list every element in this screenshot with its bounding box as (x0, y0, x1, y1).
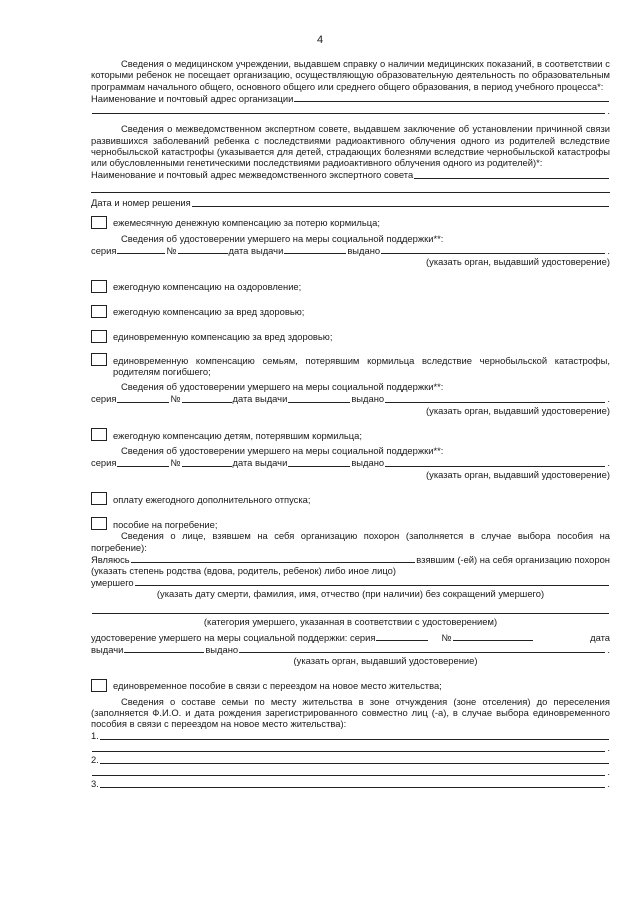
number-field-3[interactable] (182, 457, 232, 467)
cert-title-1: Сведения об удостоверении умершего на меры социальной поддержки**: (121, 232, 444, 244)
medical-name-label: Наименование и почтовый адрес организации (91, 92, 294, 104)
expert-name-field[interactable] (414, 169, 609, 179)
option-monthly-loss (91, 216, 610, 229)
family-row-1 (91, 730, 610, 742)
burial-issue-label: выдачи (91, 643, 124, 655)
burial-number-label: № (441, 631, 452, 643)
kinship-hint: (указать степень родства (вдова, родитель, ребенок) либо иное лицо) (91, 564, 396, 576)
cert-title-2: Сведения об удостоверении умершего на меры социальной поддержки**: (121, 381, 444, 393)
annual-children-label: ежегодную компенсацию детям, потерявшим кормильца; (113, 429, 362, 441)
decision-label: Дата и номер решения (91, 197, 191, 209)
expert-name-row (91, 169, 610, 181)
burial-organ-hint: (указать орган, выдавший удостоверение) (293, 655, 478, 667)
burial-issue-date-field[interactable] (124, 643, 204, 653)
burial-info-text: Сведения о лице, взявшем на себя организацию похорон (заполняется в случае выбора пособия на погребение): (91, 530, 610, 553)
family-item-1-field-2[interactable] (92, 742, 605, 752)
category-row (91, 604, 610, 616)
issued-label: выдано (351, 393, 385, 405)
family-item-2-field[interactable] (100, 754, 609, 764)
organ-hint-1: (указать орган, выдавший удостоверение) (426, 256, 610, 268)
family-row-3: 3. . (91, 778, 610, 790)
option-onetime-family (91, 355, 610, 378)
onetime-harm-label: единовременную компенсацию за вред здоровью; (113, 331, 333, 343)
form-content (91, 58, 610, 790)
number-field-1[interactable] (178, 244, 228, 254)
option-vacation (91, 492, 610, 505)
burial-issued-label: выдано (205, 643, 239, 655)
annual-health-checkbox[interactable] (91, 280, 107, 293)
issue-date-label: дата выдачи (232, 393, 288, 405)
issued-label: выдано (351, 457, 385, 469)
option-annual-children (91, 428, 610, 441)
decision-row (91, 197, 610, 209)
series-field-2[interactable] (117, 393, 169, 403)
burial-series-field[interactable] (376, 631, 428, 641)
deceased-field[interactable] (135, 576, 609, 586)
series-label: серия (91, 244, 117, 256)
series-field-3[interactable] (117, 457, 169, 467)
relocation-checkbox[interactable] (91, 679, 107, 692)
category-field[interactable] (92, 604, 609, 614)
series-label: серия (91, 393, 117, 405)
cert-title-3: Сведения об удостоверении умершего на меры социальной поддержки**: (121, 445, 444, 457)
expert-name-label: Наименование и почтовый адрес межведомственного экспертного совета (91, 169, 414, 181)
kinship-field[interactable] (131, 553, 416, 563)
issue-date-field-2[interactable] (288, 393, 350, 403)
option-onetime-harm (91, 330, 610, 343)
option-annual-health (91, 280, 610, 293)
onetime-family-checkbox[interactable] (91, 353, 107, 366)
cert-row-2: серия № дата выдачи выдано . (91, 393, 610, 405)
series-label: серия (91, 457, 117, 469)
cert-row-1: серия № дата выдачи выдано . (91, 244, 610, 256)
relocation-info-text: Сведения о составе семьи по месту жительства в зоне отчуждения (зоне отселения) до переселения (заполняется Ф.И.О. и дата рождения зарегистрированного совместно лиц (-а), в случае выбора единовременного пособия в связи с переездом на новое место жительства): (91, 695, 610, 730)
medical-info-text: Сведения о медицинском учреждении, выдавшем справку о наличии медицинских показаний, в соответствии с которыми ребенок не посещает организацию, осуществляющую образовательную деятельность по образовательным программам начального общего, основного общего или среднего общего образования, в период учебного процесса*: (91, 58, 610, 92)
monthly-loss-checkbox[interactable] (91, 216, 107, 229)
medical-name-field-2[interactable] (92, 104, 605, 114)
category-hint: (категория умершего, указанная в соответствии с удостоверением) (203, 615, 498, 627)
series-field-1[interactable] (117, 244, 165, 254)
annual-children-checkbox[interactable] (91, 428, 107, 441)
family-row-2 (91, 754, 610, 766)
medical-name-row (91, 92, 610, 104)
burial-issued-field[interactable] (239, 643, 605, 653)
cert-row-3: серия № дата выдачи выдано . (91, 457, 610, 469)
vacation-checkbox[interactable] (91, 492, 107, 505)
issued-label: выдано (347, 244, 381, 256)
number-field-2[interactable] (182, 393, 232, 403)
family-item-3-label: 3. (91, 778, 99, 790)
issue-date-label: дата выдачи (232, 457, 288, 469)
family-row-1b: . (91, 742, 610, 754)
issue-date-label: дата выдачи (228, 244, 284, 256)
annual-health-label: ежегодную компенсацию на оздоровление; (113, 281, 302, 293)
burial-is-row (91, 553, 610, 565)
issued-field-1[interactable] (381, 244, 605, 254)
number-label: № (170, 393, 181, 405)
page-number: 4 (316, 34, 324, 46)
vacation-label: оплату ежегодного дополнительного отпуска; (113, 493, 311, 505)
family-item-2-field-2[interactable] (92, 766, 605, 776)
family-row-2b: . (91, 766, 610, 778)
annual-harm-label: ежегодную компенсацию за вред здоровью; (113, 306, 305, 318)
deceased-label: умершего (91, 576, 134, 588)
option-relocation (91, 679, 610, 692)
organ-hint-2: (указать орган, выдавший удостоверение) (426, 404, 610, 416)
burial-label: пособие на погребение; (113, 518, 218, 530)
expert-info-text: Сведения о межведомственном экспертном совете, выдавшем заключение об установлении причинной связи развившихся заболеваний ребенка с последствиями радиоактивного облучения одного из родителей вследствие чернобыльской катастрофы (указывается для детей, страдающих болезнями вследствие чернобыльской катастрофы или обусловленными генетическими последствиями радиоактивного облучения одного из родителей)*: (91, 123, 610, 169)
burial-cert-row (91, 631, 610, 643)
deceased-hint: (указать дату смерти, фамилия, имя, отчество (при наличии) без сокращений умершего) (156, 588, 545, 600)
issued-field-2[interactable] (385, 393, 605, 403)
deceased-row (91, 576, 610, 588)
issued-field-3[interactable] (385, 457, 605, 467)
number-label: № (166, 244, 177, 256)
medical-name-field[interactable] (294, 92, 609, 102)
burial-issue-row: выдачи выдано . (91, 643, 610, 655)
is-label: Являюсь (91, 553, 130, 565)
onetime-harm-checkbox[interactable] (91, 330, 107, 343)
family-item-1-label: 1. (91, 730, 99, 742)
issue-date-field-1[interactable] (284, 244, 346, 254)
medical-name-row-2: . (91, 104, 610, 116)
option-annual-harm (91, 305, 610, 318)
burial-number-field[interactable] (453, 631, 533, 641)
family-item-3-field[interactable] (100, 778, 606, 788)
option-burial (91, 517, 610, 530)
decision-field[interactable] (192, 197, 609, 207)
monthly-loss-label: ежемесячную денежную компенсацию за потерю кормильца; (113, 217, 380, 229)
annual-harm-checkbox[interactable] (91, 305, 107, 318)
issue-date-field-3[interactable] (288, 457, 350, 467)
burial-date-label: дата (590, 631, 610, 643)
burial-checkbox[interactable] (91, 517, 107, 530)
family-item-2-label: 2. (91, 754, 99, 766)
expert-name-field-2[interactable] (91, 181, 610, 193)
organ-hint-3: (указать орган, выдавший удостоверение) (426, 468, 610, 480)
relocation-label: единовременное пособие в связи с переездом на новое место жительства; (113, 680, 442, 692)
onetime-family-label: единовременную компенсацию семьям, потерявшим кормильца вследствие чернобыльской катастрофы, родителям погибшего; (113, 354, 610, 378)
burial-cert-label: удостоверение умершего на меры социальной поддержки: серия (91, 631, 376, 643)
family-item-1-field[interactable] (100, 730, 609, 740)
number-label: № (170, 457, 181, 469)
taken-label: взявшим (-ей) на себя организацию похорон (416, 553, 610, 565)
